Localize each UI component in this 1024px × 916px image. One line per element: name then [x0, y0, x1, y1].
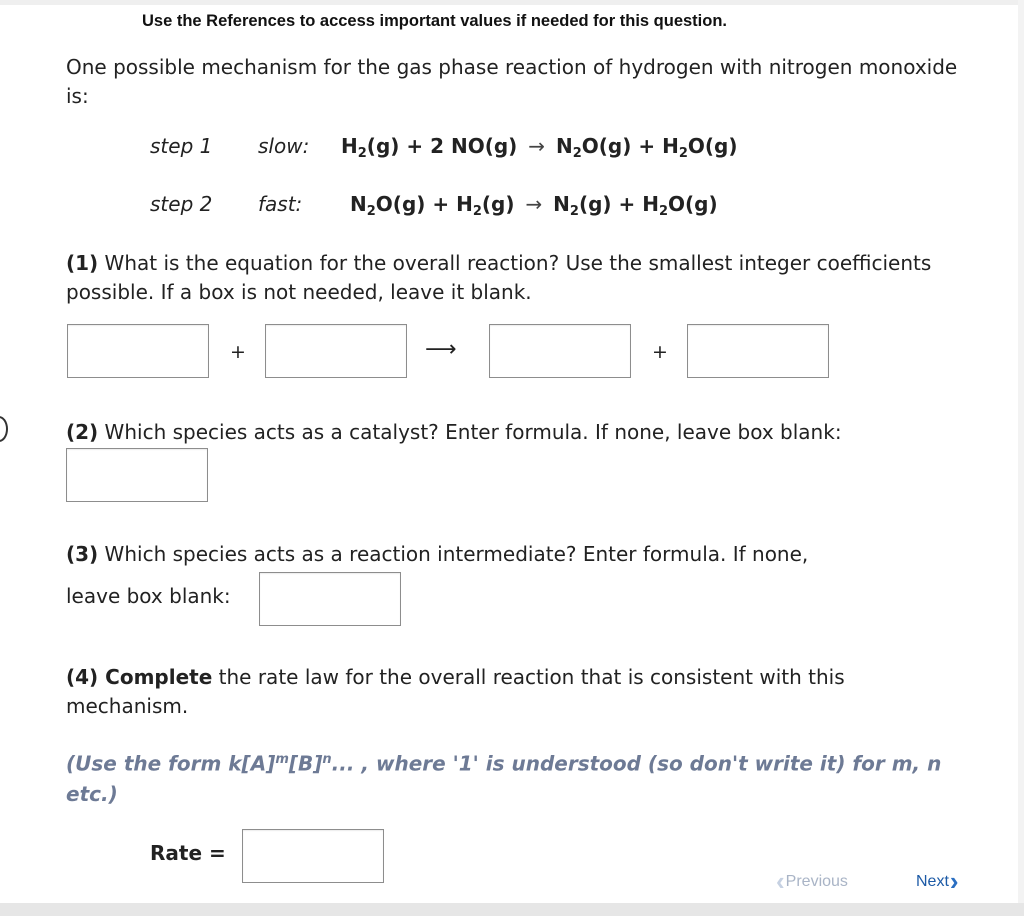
right-border	[1018, 0, 1024, 916]
question-3-line-2: leave box blank:	[66, 584, 231, 608]
left-edge-marker	[0, 416, 8, 442]
rate-law-input[interactable]	[242, 829, 384, 883]
chevron-right-icon: ›	[949, 866, 959, 896]
question-2-text: Which species acts as a catalyst? Enter formula. If none, leave box blank:	[98, 420, 842, 444]
plus-sign-reactants: +	[230, 341, 246, 363]
top-border	[0, 0, 1024, 5]
product-1-input[interactable]	[489, 324, 631, 378]
question-4-number: (4)	[66, 665, 99, 689]
step-2-equation: $N_2O(g) + H_2(g) \to N_2(g) + H_2O(g)$	[350, 192, 718, 219]
previous-button[interactable]	[776, 866, 848, 897]
plus-sign-products: +	[652, 341, 668, 363]
question-4-bold: Complete	[98, 665, 213, 689]
bottom-scrollbar[interactable]	[0, 903, 1024, 916]
step-2-speed: fast:	[258, 192, 303, 216]
intermediate-input[interactable]	[259, 572, 401, 626]
question-3-text: Which species acts as a reaction intermediate? Enter formula. If none,	[98, 542, 809, 566]
reaction-arrow: ⟶	[425, 337, 457, 362]
question-1	[66, 249, 966, 307]
step-1-speed: slow:	[258, 134, 310, 158]
chevron-left-icon: ‹	[776, 866, 785, 896]
question-2-number: (2)	[66, 420, 99, 444]
next-label: Next	[916, 873, 949, 890]
question-4	[66, 663, 966, 721]
question-3	[66, 540, 966, 569]
question-4-text: the rate law for the overall reaction that is consistent with this mechanism.	[66, 665, 845, 718]
step-1-label: step 1	[150, 134, 213, 158]
question-1-number: (1)	[66, 251, 99, 275]
question-1-text: What is the equation for the overall reaction? Use the smallest integer coefficients possible. If a box is not needed, leave it blank.	[66, 251, 932, 304]
rate-law-hint: (Use the form $k[A]^m[B]^n$... , where '1' is understood (so don't write it) for m, n etc.)	[66, 751, 942, 806]
reactant-1-input[interactable]	[67, 324, 209, 378]
step-1-equation: $H_2(g) + 2$ $NO(g) \to N_2O(g) + H_2O(g)$	[341, 134, 738, 161]
question-2	[66, 418, 966, 447]
step-2-label: step 2	[150, 192, 213, 216]
references-note: Use the References to access important values if needed for this question.	[142, 12, 728, 30]
intro-text: One possible mechanism for the gas phase reaction of hydrogen with nitrogen monoxide is:	[66, 55, 958, 108]
previous-label: Previous	[785, 873, 848, 890]
catalyst-input[interactable]	[66, 448, 208, 502]
next-button[interactable]	[916, 866, 959, 897]
product-2-input[interactable]	[687, 324, 829, 378]
reactant-2-input[interactable]	[265, 324, 407, 378]
question-3-number: (3)	[66, 542, 99, 566]
rate-label: Rate =	[150, 841, 226, 865]
